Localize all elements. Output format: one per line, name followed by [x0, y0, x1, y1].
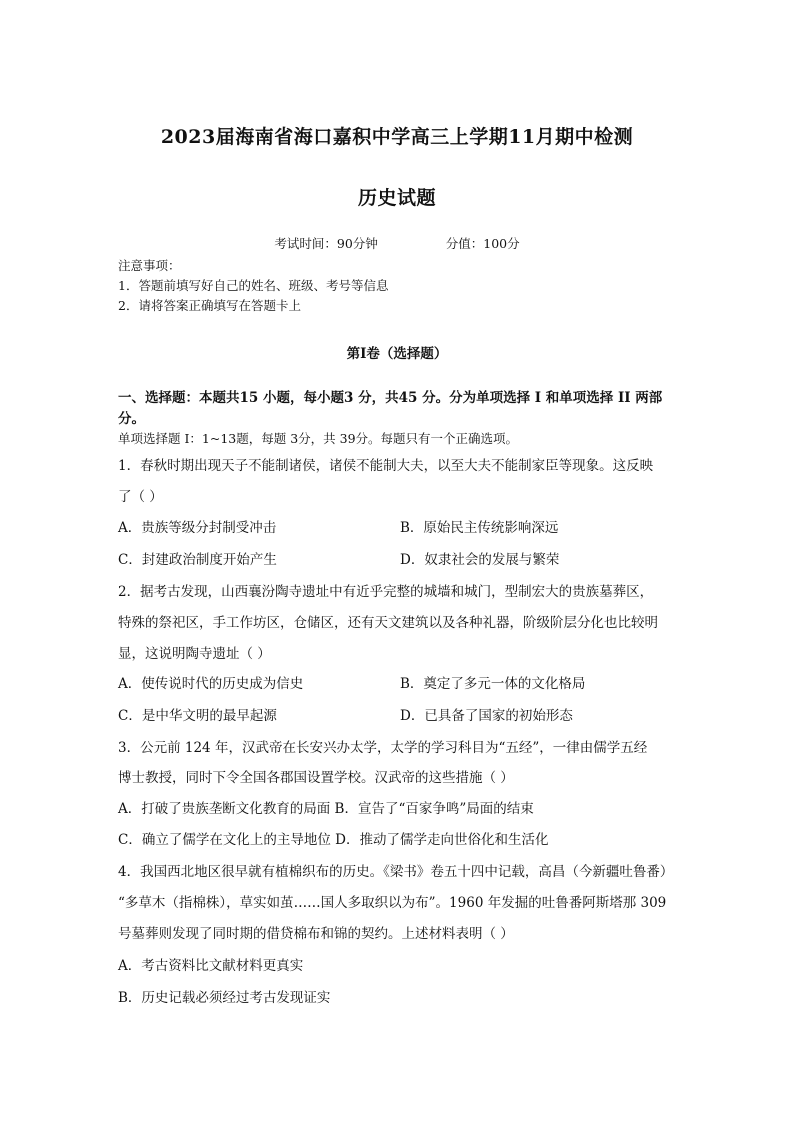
part1-instruction-cont: 分。 — [118, 411, 145, 427]
question-3-option-cd: C．确立了儒学在文化上的主导地位 D．推动了儒学走向世俗化和生活化 — [118, 832, 549, 848]
question-1-text-cont: 了（ ） — [118, 489, 163, 505]
question-1-option-d: D．奴隶社会的发展与繁荣 — [400, 552, 560, 568]
part1-instruction: 一、选择题：本题共15 小题，每小题3 分，共45 分。分为单项选择 I 和单项选择 II 两部 — [118, 390, 663, 406]
question-2-text: 2．据考古发现，山西襄汾陶寺遗址中有近乎完整的城墙和城门，型制宏大的贵族墓葬区， — [118, 584, 654, 600]
question-4-text: 4．我国西北地区很早就有植棉织布的历史。《梁书》卷五十四中记载，高昌（今新疆吐鲁番） — [118, 864, 674, 880]
notes-heading: 注意事项： — [118, 258, 181, 273]
question-3-option-ab: A．打破了贵族垄断文化教育的局面 B．宣告了“百家争鸣”局面的结束 — [118, 801, 534, 817]
question-2-option-b: B．奠定了多元一体的文化格局 — [400, 676, 586, 692]
question-1-option-a: A．贵族等级分封制受冲击 — [118, 520, 277, 536]
notes-item: 1．答题前填写好自己的姓名、班级、考号等信息 — [118, 278, 389, 293]
part1-heading: 第I卷（选择题） — [346, 346, 448, 362]
question-4-option-b: B．历史记载必须经过考古发现证实 — [118, 990, 331, 1006]
question-2-option-a: A．使传说时代的历史成为信史 — [118, 676, 304, 692]
question-1-option-c: C．封建政治制度开始产生 — [118, 552, 277, 568]
part1-sub-instruction: 单项选择题 I：1~13题，每题 3分，共 39分。每题只有一个正确选项。 — [118, 431, 519, 446]
exam-score: 分值：100分 — [445, 236, 520, 251]
question-2-option-c: C．是中华文明的最早起源 — [118, 708, 277, 724]
question-1-option-b: B．原始民主传统影响深远 — [400, 520, 559, 536]
exam-time: 考试时间：90分钟 — [274, 236, 378, 251]
exam-meta — [0, 234, 794, 252]
question-2-option-d: D．已具备了国家的初始形态 — [400, 708, 573, 724]
exam-title: 2023届海南省海口嘉积中学高三上学期11月期中检测 — [160, 126, 634, 148]
question-2-text-cont: 特殊的祭祀区，手工作坊区，仓储区，还有天文建筑以及各种礼器，阶级阶层分化也比较明 — [118, 615, 658, 631]
question-1-text: 1．春秋时期出现天子不能制诸侯，诸侯不能制大夫，以至大夫不能制家臣等现象。这反映 — [118, 458, 654, 474]
question-3-text: 3．公元前 124 年，汉武帝在长安兴办太学，太学的学习科目为“五经”，一律由儒学五经 — [118, 740, 648, 756]
notes-item: 2．请将答案正确填写在答题卡上 — [118, 298, 301, 313]
question-4-text-cont: “多草木（指棉株），草实如茧……国人多取织以为布”。1960 年发掘的吐鲁番阿斯塔那 309 — [118, 895, 667, 911]
question-4-text-cont: 号墓葬则发现了同时期的借贷棉布和锦的契约。上述材料表明（ ） — [118, 926, 514, 942]
question-2-text-cont: 显，这说明陶寺遗址（ ） — [118, 646, 271, 662]
question-4-option-a: A．考古资料比文献材料更真实 — [118, 958, 304, 974]
question-3-text-cont: 博士教授，同时下令全国各郡国设置学校。汉武帝的这些措施（ ） — [118, 770, 514, 786]
exam-subtitle: 历史试题 — [357, 187, 436, 209]
